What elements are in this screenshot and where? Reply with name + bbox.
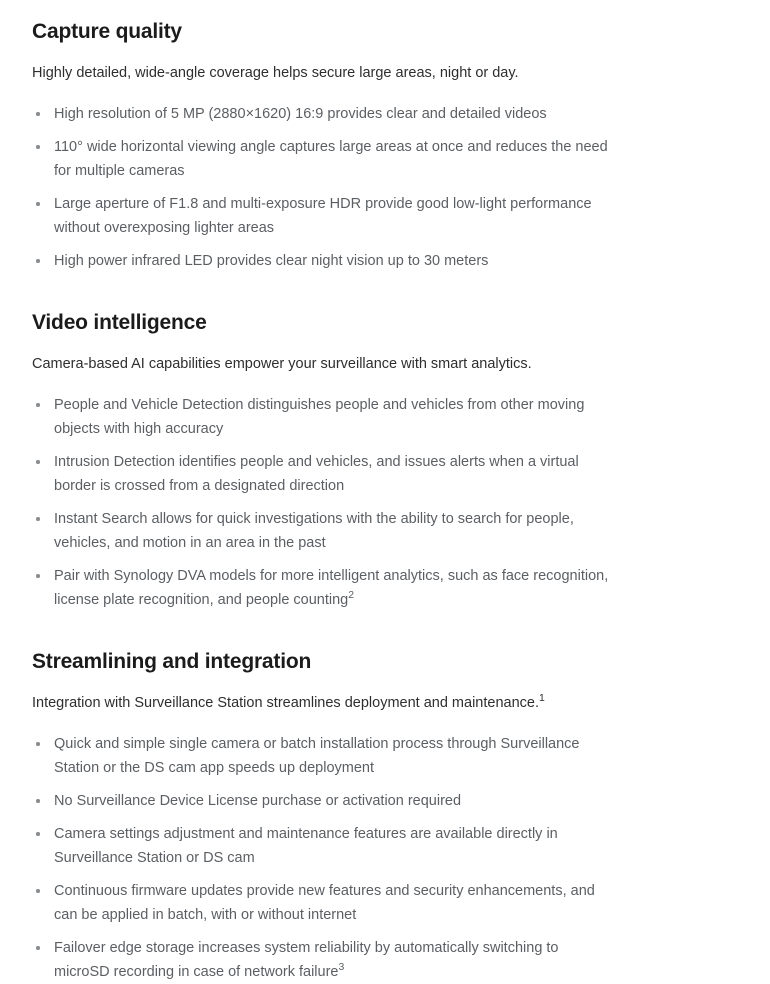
bullet-dot-icon	[36, 460, 40, 464]
section-heading: Streamlining and integration	[32, 650, 312, 673]
bullet-dot-icon	[36, 145, 40, 149]
list-item-label: Large aperture of F1.8 and multi-exposure HDR provide good low-light performance without overexposing lighter areas	[54, 196, 592, 236]
list-item-label: High power infrared LED provides clear night vision up to 30 meters	[54, 253, 489, 269]
bullet-dot-icon	[36, 259, 40, 263]
section-heading: Capture quality	[32, 20, 182, 43]
list-item-label: Camera settings adjustment and maintenance features are available directly in Surveillance Station or DS cam	[54, 826, 558, 866]
list-item	[32, 249, 610, 273]
list-item-label: High resolution of 5 MP (2880×1620) 16:9 provides clear and detailed videos	[54, 106, 547, 122]
bullet-dot-icon	[36, 946, 40, 950]
bullet-dot-icon	[36, 202, 40, 206]
list-item	[32, 732, 610, 780]
section-capture-quality	[32, 18, 738, 273]
list-item	[32, 450, 610, 498]
section-video-intelligence	[32, 309, 738, 612]
list-item-label: Continuous firmware updates provide new features and security enhancements, and can be applied in batch, with or without internet	[54, 883, 595, 923]
section-streamlining-and-integration	[32, 648, 738, 984]
list-item	[32, 789, 610, 813]
list-item-label: Instant Search allows for quick investigations with the ability to search for people, vehicles, and motion in an area in the past	[54, 511, 574, 551]
bullet-dot-icon	[36, 574, 40, 578]
list-item	[32, 135, 610, 183]
footnote-marker: 3	[338, 962, 345, 974]
bullet-dot-icon	[36, 742, 40, 746]
list-item-label: Failover edge storage increases system reliability by automatically switching to microSD recording in case of network failure$^3$	[54, 940, 559, 980]
list-item	[32, 393, 610, 441]
bullet-dot-icon	[36, 517, 40, 521]
list-item-label: Intrusion Detection identifies people and vehicles, and issues alerts when a virtual border is crossed from a designated direction	[54, 454, 579, 494]
list-item	[32, 564, 610, 612]
section-lead: Highly detailed, wide-angle coverage helps secure large areas, night or day.	[32, 65, 519, 81]
bullet-dot-icon	[36, 112, 40, 116]
list-item	[32, 102, 610, 126]
list-item	[32, 507, 610, 555]
list-item-label: People and Vehicle Detection distinguishes people and vehicles from other moving objects with high accuracy	[54, 397, 585, 437]
feature-bullet-list	[32, 102, 738, 273]
bullet-dot-icon	[36, 832, 40, 836]
footnote-marker: 2	[348, 590, 355, 602]
list-item-label: Quick and simple single camera or batch installation process through Surveillance Station or the DS cam app speeds up deployment	[54, 736, 580, 776]
bullet-dot-icon	[36, 889, 40, 893]
bullet-dot-icon	[36, 403, 40, 407]
list-item	[32, 822, 610, 870]
list-item	[32, 192, 610, 240]
section-lead: Integration with Surveillance Station streamlines deployment and maintenance.$^1$	[32, 693, 545, 711]
section-lead: Camera-based AI capabilities empower your surveillance with smart analytics.	[32, 356, 532, 372]
list-item-label: Pair with Synology DVA models for more intelligent analytics, such as face recognition, license plate recognition, and people counting$^2$	[54, 568, 609, 608]
list-item	[32, 879, 610, 927]
feature-bullet-list	[32, 732, 738, 984]
list-item	[32, 936, 610, 984]
list-item-label: No Surveillance Device License purchase or activation required	[54, 793, 462, 809]
bullet-dot-icon	[36, 799, 40, 803]
feature-bullet-list	[32, 393, 738, 612]
list-item-label: 110° wide horizontal viewing angle captures large areas at once and reduces the need for multiple cameras	[54, 139, 608, 179]
footnote-marker: 1	[538, 693, 545, 705]
section-heading: Video intelligence	[32, 311, 207, 334]
